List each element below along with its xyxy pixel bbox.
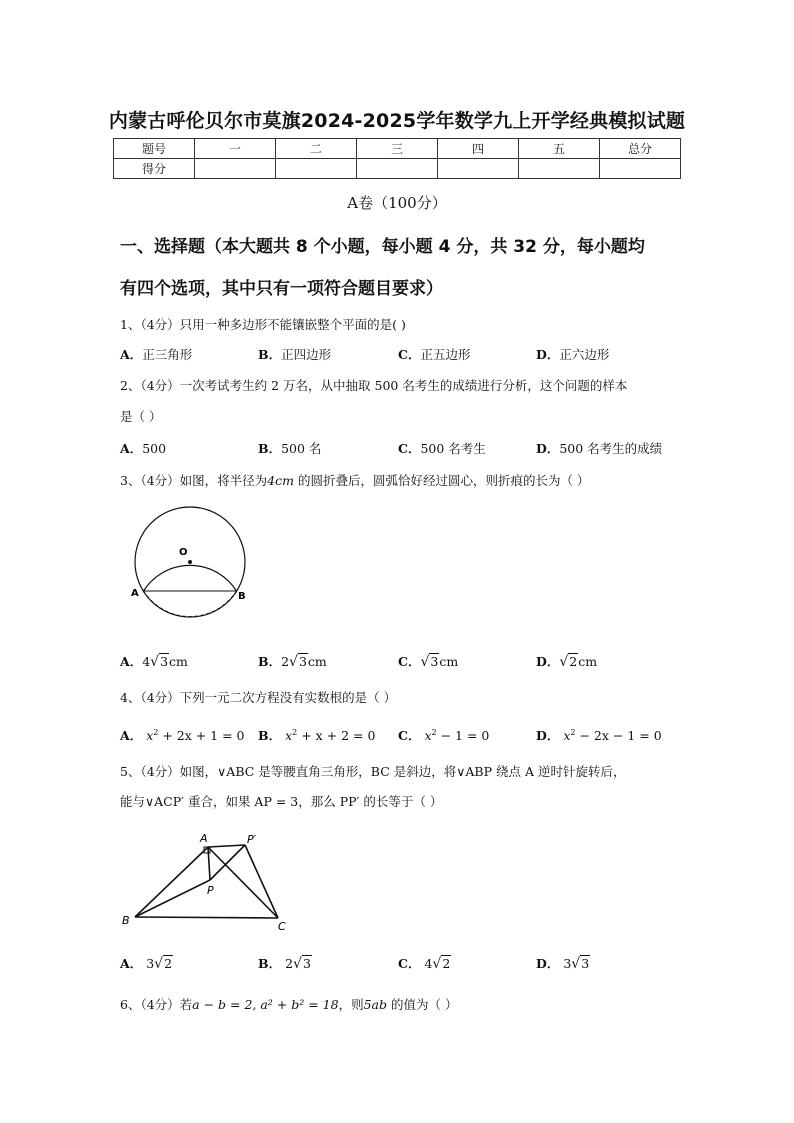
segment-pp2 bbox=[210, 845, 245, 880]
score-header-cell: 一 bbox=[195, 139, 276, 159]
label-b: B bbox=[238, 591, 246, 602]
question-4-stem: 4、（4分）下列一元二次方程没有实数根的是（ ） bbox=[120, 690, 397, 705]
segment-bp bbox=[135, 880, 210, 917]
question-2-stem-cont: 是（ ） bbox=[120, 409, 162, 424]
segment-ab bbox=[135, 847, 208, 917]
score-cell bbox=[195, 159, 276, 179]
q1-option-a: A．正三角形 bbox=[120, 347, 193, 362]
hidden-arc bbox=[144, 591, 237, 617]
q5-option-b: B． 2√3 bbox=[258, 956, 311, 972]
section-heading-line1: 一、选择题（本大题共 8 个小题，每小题 4 分，共 32 分，每小题均 bbox=[120, 237, 645, 257]
q5-option-d: D． 3√3 bbox=[536, 956, 590, 972]
score-table-header-row bbox=[114, 139, 681, 159]
q4-option-b: B． $x^2 + x + 2 = 0$ bbox=[258, 728, 376, 743]
segment-ap2 bbox=[208, 845, 245, 847]
score-table-score-row bbox=[114, 159, 681, 179]
score-header-cell: 五 bbox=[519, 139, 600, 159]
question-5-stem-cont: 能与∨ACP′ 重合，如果 AP = 3，那么 PP′ 的长等于（ ） bbox=[120, 794, 443, 809]
question-3-stem: 3、（4分）如图，将半径为4cm 的圆折叠后，圆弧恰好经过圆心，则折痕的长为（ ） bbox=[120, 473, 590, 488]
question-1-stem: 1、（4分）只用一种多边形不能镶嵌整个平面的是( ) bbox=[120, 317, 406, 332]
score-header-cell: 题号 bbox=[114, 139, 195, 159]
q1-option-c: C．正五边形 bbox=[398, 347, 471, 362]
volume-title: A卷（100分） bbox=[347, 194, 447, 212]
segment-ac bbox=[208, 847, 278, 918]
score-cell bbox=[600, 159, 681, 179]
label-p-prime: P′ bbox=[247, 833, 257, 846]
score-cell bbox=[519, 159, 600, 179]
score-table bbox=[113, 138, 681, 179]
q2-option-c: C．500 名考生 bbox=[398, 441, 486, 456]
q2-option-b: B．500 名 bbox=[258, 441, 322, 456]
q1-option-b: B．正四边形 bbox=[258, 347, 332, 362]
q4-option-c: C． $x^2 - 1 = 0$ bbox=[398, 728, 490, 743]
label-a: A bbox=[200, 832, 208, 845]
q4-option-a: A． $x^2 + 2x + 1 = 0$ bbox=[120, 728, 245, 743]
score-header-cell: 三 bbox=[357, 139, 438, 159]
page-title: 内蒙古呼伦贝尔市莫旗2024-2025学年数学九上开学经典模拟试题 bbox=[108, 110, 686, 132]
q3-option-a: A．4√3cm bbox=[120, 654, 188, 670]
segment-bc bbox=[135, 917, 278, 918]
label-c: C bbox=[278, 920, 286, 933]
q3-option-c: C．√3cm bbox=[398, 654, 459, 670]
score-header-cell: 二 bbox=[276, 139, 357, 159]
label-p: P bbox=[207, 884, 214, 897]
q3-option-d: D．√2cm bbox=[536, 654, 598, 670]
segment-p2c bbox=[245, 845, 278, 918]
q5-option-c: C． 4√2 bbox=[398, 956, 451, 972]
score-cell bbox=[438, 159, 519, 179]
q2-option-a: A．500 bbox=[120, 441, 167, 456]
score-header-cell: 四 bbox=[438, 139, 519, 159]
question-5-stem: 5、（4分）如图，∨ABC 是等腰直角三角形，BC 是斜边，将∨ABP 绕点 A 逆时针旋转后， bbox=[120, 764, 626, 779]
question-2-stem: 2、（4分）一次考试考生约 2 万名，从中抽取 500 名考生的成绩进行分析，这个问题的样本 bbox=[120, 378, 628, 393]
label-o: O bbox=[179, 547, 188, 558]
score-row-label: 得分 bbox=[114, 159, 195, 179]
center-point bbox=[188, 560, 192, 564]
score-cell bbox=[276, 159, 357, 179]
q5-option-a: A． 3√2 bbox=[120, 956, 173, 972]
label-a: A bbox=[131, 588, 139, 599]
q2-option-d: D．500 名考生的成绩 bbox=[536, 441, 663, 456]
label-b: B bbox=[122, 914, 130, 927]
question-6-stem: 6、（4分）若a − b = 2, a² + b² = 18，则5ab 的值为（ ） bbox=[120, 997, 458, 1012]
q3-circle-figure bbox=[126, 500, 256, 618]
q5-triangle-figure bbox=[118, 830, 298, 934]
q4-option-d: D． $x^2 - 2x - 1 = 0$ bbox=[536, 728, 662, 743]
score-header-cell: 总分 bbox=[600, 139, 681, 159]
section-heading-line2: 有四个选项，其中只有一项符合题目要求） bbox=[120, 279, 443, 299]
q1-option-d: D．正六边形 bbox=[536, 347, 610, 362]
q3-option-b: B．2√3cm bbox=[258, 654, 327, 670]
fold-arc bbox=[144, 565, 237, 591]
score-cell bbox=[357, 159, 438, 179]
